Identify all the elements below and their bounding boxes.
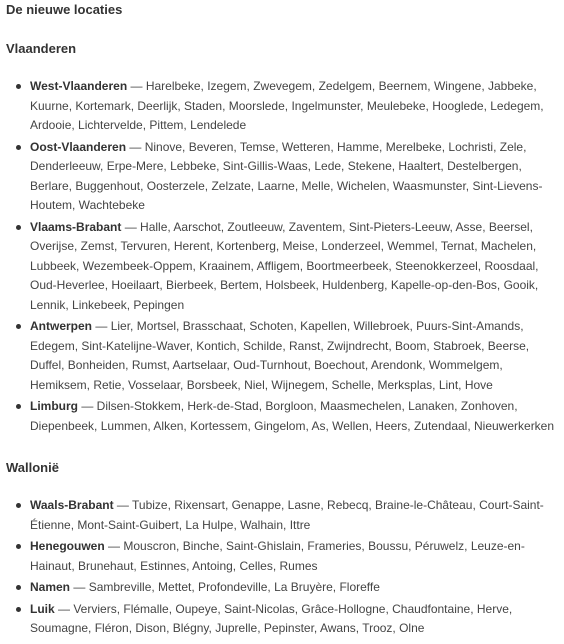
list-item bbox=[12, 578, 560, 598]
list-item bbox=[12, 77, 560, 136]
bullet-icon bbox=[16, 84, 21, 89]
bullet-icon bbox=[16, 225, 21, 230]
section-title-wallonie: Wallonië bbox=[6, 460, 59, 475]
list-item bbox=[12, 537, 560, 576]
region-places: Lier, Mortsel, Brasschaat, Schoten, Kapellen, Willebroek, Puurs-Sint-Amands, Edegem, Sint-Katelijne-Waver, Kontich, Schilde, Ranst, Zwijndrecht, Boom, Stabroek, Beerse, Duffel, Bonheiden, Rumst, Aartselaar, Oud-Turnhout, Boechout, Arendonk, Wommelgem, Hemiksem, Retie, Vosselaar, Borsbeek, Niel, Wijnegem, Schelle, Merksplas, Lint, Hove bbox=[30, 319, 530, 392]
region-places: Tubize, Rixensart, Genappe, Lasne, Rebecq, Braine-le-Château, Court-Saint-Étienne, Mont-Saint-Guibert, La Hulpe, Walhain, Ittre bbox=[30, 498, 544, 532]
region-name: Oost-Vlaanderen bbox=[30, 139, 127, 154]
region-places: Halle, Aarschot, Zoutleeuw, Zaventem, Sint-Pieters-Leeuw, Asse, Beersel, Overijse, Zemst, Tervuren, Herent, Kortenberg, Meise, Londerzeel, Wemmel, Ternat, Machelen, Lubbeek, Wezembeek-Oppem, Kraainem, Affligem, Boortmeerbeek, Steenokkerzeel, Roosdaal, Oud-Heverlee, Hoeilaart, Bierbeek, Bertem, Holsbeek, Huldenberg, Kapelle-op-den-Bos, Gooik, Lennik, Linkebeek, Pepingen bbox=[30, 219, 539, 312]
list-item bbox=[12, 600, 560, 639]
region-name: Vlaams-Brabant bbox=[30, 219, 122, 234]
region-name: Limburg bbox=[30, 399, 78, 413]
list-item bbox=[12, 218, 560, 316]
region-name: Waals-Brabant bbox=[30, 498, 114, 512]
list-item bbox=[12, 397, 560, 436]
bullet-icon bbox=[16, 585, 21, 590]
bullet-icon bbox=[16, 503, 21, 508]
list-item bbox=[12, 317, 560, 395]
bullet-icon bbox=[16, 607, 21, 612]
bullet-icon bbox=[16, 324, 21, 329]
region-name: Henegouwen bbox=[30, 539, 105, 553]
separator: — bbox=[78, 399, 97, 413]
region-name: Namen bbox=[30, 580, 71, 594]
section-title-vlaanderen: Vlaanderen bbox=[6, 41, 77, 56]
separator: — bbox=[104, 539, 124, 553]
region-places: Ninove, Beveren, Temse, Wetteren, Hamme, Merelbeke, Lochristi, Zele, Denderleeuw, Erpe-Mere, Lebbeke, Sint-Gillis-Waas, Lede, Stekene, Haaltert, Destelbergen, Berlare, Buggenhout, Oosterzele, Zelzate, Laarne, Melle, Wichelen, Waasmunster, Sint-Lievens-Houtem, Wachtebeke bbox=[30, 139, 543, 212]
bullet-icon bbox=[16, 404, 21, 409]
region-places: Verviers, Flémalle, Oupeye, Saint-Nicolas, Grâce-Hollogne, Chaudfontaine, Herve, Soumagne, Fléron, Dison, Blégny, Juprelle, Pepinster, Awans, Trooz, Olne bbox=[30, 601, 513, 635]
separator: — bbox=[113, 498, 133, 512]
bullet-icon bbox=[16, 145, 21, 150]
region-name: Antwerpen bbox=[30, 319, 93, 333]
separator: — bbox=[54, 601, 74, 616]
region-places: Harelbeke, Izegem, Zwevegem, Zedelgem, Beernem, Wingene, Jabbeke, Kuurne, Kortemark, Deerlijk, Staden, Moorslede, Ingelmunster, Meulebeke, Hooglede, Ledegem, Ardooie, Lichtervelde, Pittem, Lendelede bbox=[30, 79, 544, 132]
region-places: Mouscron, Binche, Saint-Ghislain, Frameries, Boussu, Péruwelz, Leuze-en-Hainaut, Brunehaut, Estinnes, Antoing, Celles, Rumes bbox=[30, 539, 525, 573]
region-list-wallonie bbox=[12, 496, 560, 641]
page-title: De nieuwe locaties bbox=[6, 2, 123, 17]
separator: — bbox=[127, 79, 146, 93]
separator: — bbox=[126, 139, 145, 154]
list-item bbox=[12, 496, 560, 535]
separator: — bbox=[121, 219, 141, 234]
region-name: West-Vlaanderen bbox=[30, 79, 128, 93]
region-list-vlaanderen bbox=[12, 77, 560, 438]
separator: — bbox=[70, 580, 89, 594]
region-places: Sambreville, Mettet, Profondeville, La Bruyère, Floreffe bbox=[88, 580, 380, 594]
separator: — bbox=[92, 319, 111, 333]
region-name: Luik bbox=[30, 601, 55, 616]
bullet-icon bbox=[16, 544, 21, 549]
list-item bbox=[12, 138, 560, 216]
region-places: Dilsen-Stokkem, Herk-de-Stad, Borgloon, Maasmechelen, Lanaken, Zonhoven, Diepenbeek, Lummen, Alken, Kortessem, Gingelom, As, Wellen, Heers, Zutendaal, Nieuwerkerken bbox=[30, 399, 555, 433]
